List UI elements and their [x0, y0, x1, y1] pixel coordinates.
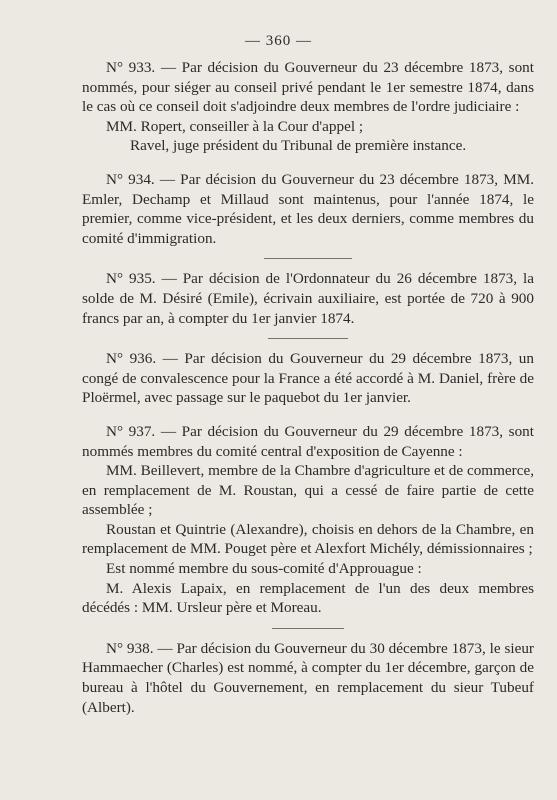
entry-text: Ravel, juge président du Tribunal de première instance. — [130, 137, 467, 155]
entry-938 — [82, 639, 534, 717]
entry-text: MM. Beillevert, membre de la Chambre d'agriculture et de commerce, en remplacement de M. Roustan, qui a cessé de faire partie de cette assemblée ; — [82, 462, 534, 519]
entry-text: N° 936. — Par décision du Gouverneur du 29 décembre 1873, un congé de convalescence pour la France a été accordé à M. Daniel, frère de Ploërmel, avec passage sur le paquebot du 1er janvier. — [82, 350, 534, 407]
entry-text: N° 933. — Par décision du Gouverneur du 23 décembre 1873, sont nommés, pour siéger au conseil privé pendant le 1er semestre 1874, dans le cas où ce conseil doit s'adjoindre deux membres de l'ordre judiciaire : — [82, 59, 534, 116]
entry-934 — [82, 170, 534, 248]
entry-text: Roustan et Quintrie (Alexandre), choisis en dehors de la Chambre, en remplacement de MM. Pouget père et Alexfort Michély, démissionnaires ; — [82, 520, 534, 558]
page-number: — 360 — — [245, 33, 312, 49]
entry-937 — [82, 422, 534, 618]
entry-933 — [82, 58, 534, 156]
entry-935 — [82, 269, 534, 328]
entry-text: Est nommé membre du sous-comité d'Approuague : — [106, 560, 422, 578]
entry-text: N° 935. — Par décision de l'Ordonnateur du 26 décembre 1873, la solde de M. Désiré (Emile), écrivain auxiliaire, est portée de 720 à 900 francs par an, à compter du 1er janvier 1874. — [82, 270, 534, 327]
entry-text: MM. Ropert, conseiller à la Cour d'appel ; — [106, 117, 364, 135]
entry-text: N° 938. — Par décision du Gouverneur du 30 décembre 1873, le sieur Hammaecher (Charles) est nommé, à compter du 1er décembre, garçon de bureau à l'hôtel du Gouvernement, en remplacement du sieur Tubeuf (Albert). — [82, 639, 534, 716]
entry-text: N° 934. — Par décision du Gouverneur du 23 décembre 1873, MM. Emler, Dechamp et Millaud sont maintenus, pour l'année 1874, le premier, comme vice-président, et les deux derniers, comme membres du comité d'immigration. — [82, 170, 534, 247]
entry-text: N° 937. — Par décision du Gouverneur du 29 décembre 1873, sont nommés membres du comité central d'exposition de Cayenne : — [82, 422, 534, 460]
entry-text: M. Alexis Lapaix, en remplacement de l'un des deux membres décédés : MM. Ursleur père et Moreau. — [82, 579, 534, 617]
page-body — [82, 58, 534, 717]
entry-936 — [82, 349, 534, 408]
